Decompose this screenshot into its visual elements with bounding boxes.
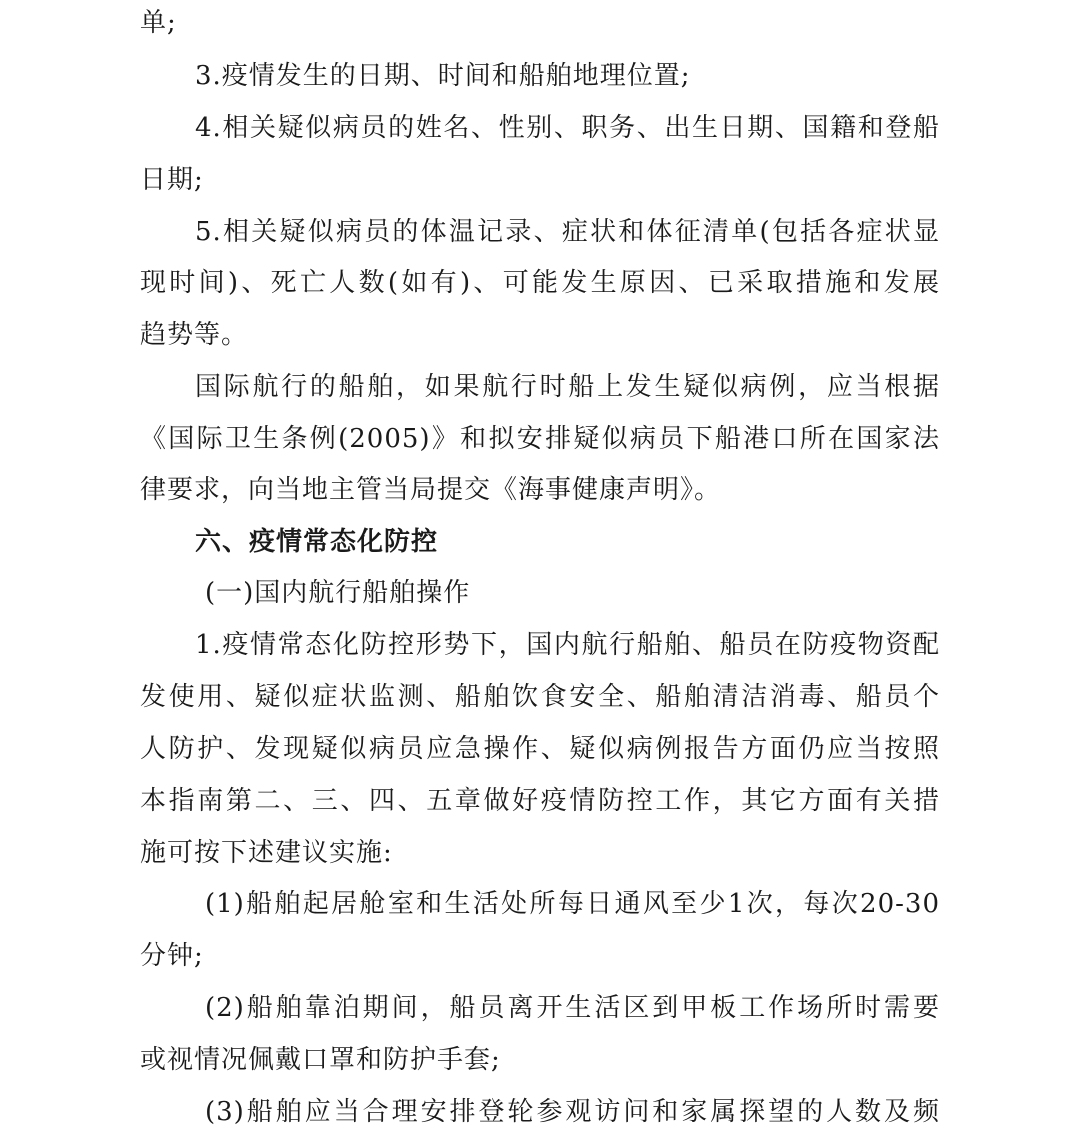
section-heading: 六、疫情常态化防控 <box>195 527 439 557</box>
list-item-5-continuation: 现时间)、死亡人数(如有)、可能发生原因、已采取措施和发展 <box>140 268 940 298</box>
paragraph-international-continuation: 《国际卫生条例(2005)》和拟安排疑似病员下船港口所在国家法 <box>140 424 940 454</box>
list-item-1-continuation: 人防护、发现疑似病员应急操作、疑似病例报告方面仍应当按照 <box>140 734 940 764</box>
list-item-1-continuation: 本指南第二、三、四、五章做好疫情防控工作，其它方面有关措 <box>140 786 940 816</box>
sub-item-3: (3)船舶应当合理安排登轮参观访问和家属探望的人数及频 <box>205 1097 940 1127</box>
paragraph-international-continuation: 律要求，向当地主管当局提交《海事健康声明》。 <box>140 475 722 505</box>
sub-item-2: (2)船舶靠泊期间，船员离开生活区到甲板工作场所时需要 <box>205 993 940 1023</box>
paragraph-international: 国际航行的船舶，如果航行时船上发生疑似病例，应当根据 <box>195 372 940 402</box>
sub-item-2-continuation: 或视情况佩戴口罩和防护手套; <box>140 1045 501 1075</box>
list-item-1-continuation: 施可按下述建议实施: <box>140 838 393 868</box>
list-item-5-continuation: 趋势等。 <box>140 320 249 350</box>
list-item-3: 3.疫情发生的日期、时间和船舶地理位置; <box>195 61 691 91</box>
subsection-heading: (一)国内航行船舶操作 <box>205 578 471 608</box>
list-item-4-continuation: 日期; <box>140 165 204 195</box>
list-item-1: 1.疫情常态化防控形势下，国内航行船舶、船员在防疫物资配 <box>195 630 940 660</box>
text-line-continuation: 单; <box>140 8 177 38</box>
list-item-4: 4.相关疑似病员的姓名、性别、职务、出生日期、国籍和登船 <box>195 113 940 143</box>
list-item-5: 5.相关疑似病员的体温记录、症状和体征清单(包括各症状显 <box>195 217 940 247</box>
sub-item-1-continuation: 分钟; <box>140 941 204 971</box>
sub-item-1: (1)船舶起居舱室和生活处所每日通风至少1次，每次20-30 <box>205 889 940 919</box>
list-item-1-continuation: 发使用、疑似症状监测、船舶饮食安全、船舶清洁消毒、船员个 <box>140 682 940 712</box>
